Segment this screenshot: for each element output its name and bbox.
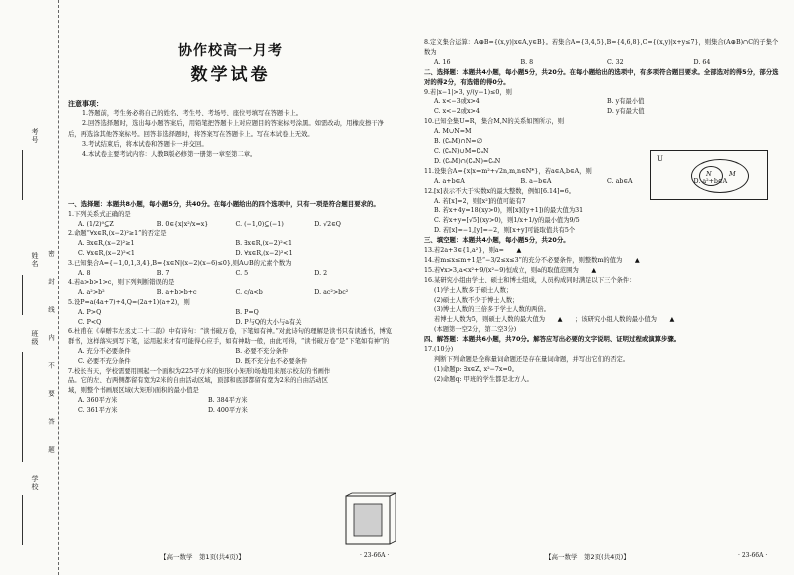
note-item: 1.答题前，考生务必将自己的姓名、考生号、考场号、座位号填写在答题卡上。 — [82, 110, 303, 118]
q5-options — [68, 308, 393, 318]
seal-word: 题 — [47, 446, 55, 454]
answer-blank: ▲ — [516, 247, 522, 255]
q7-options — [68, 396, 338, 406]
q17-item: (1)命题p: ∃x∈Z, x²−7x=0。 — [434, 365, 519, 373]
question-14: 14.若m≤x≤m+1是“−3/2≤x≤3”的充分不必要条件，则整数m的值为 ▲ — [424, 256, 780, 266]
perspective-side — [390, 493, 396, 544]
question-9: 9.若|x−1|>3, y/(y−1)≤0，则 — [424, 88, 512, 96]
q16-conditions — [424, 286, 780, 336]
q3-options — [68, 269, 393, 279]
question-17: 17.(10分) — [424, 346, 454, 354]
exam-title: 协作校高一月考 — [178, 43, 283, 59]
condition: (3)博士人数的三倍多于学士人数的两倍。 — [434, 306, 550, 314]
option: D. √2∈Q — [314, 220, 341, 228]
option: B. 8 — [520, 58, 534, 66]
option: B. a+b>b+c — [156, 289, 197, 297]
option: B. (∁ᵤM)∩N=∅ — [434, 138, 483, 146]
option: C. x<−2或x>4 — [434, 108, 480, 116]
option: A. a+b∈A — [434, 177, 465, 185]
option: D. (∁ᵤM)∩(∁ᵤN)=∁ᵤN — [434, 157, 501, 165]
option: B. ∃x∈R,(x−2)²<1 — [235, 240, 293, 248]
option: B. P=Q — [235, 308, 259, 316]
option: B. 7 — [156, 269, 170, 277]
question-13: 13.若2a+3∈{1,a²}，则a= ▲ — [424, 246, 780, 256]
exhibition-area-figure — [342, 492, 396, 548]
q12-options — [424, 197, 780, 237]
option: D. ∀x∈R,(x−2)²<1 — [235, 249, 293, 257]
seal-word: 答 — [47, 418, 55, 426]
option: C. (−1,0)⊆(−1) — [235, 220, 284, 228]
page-code-right: · 23-66A · — [738, 552, 768, 559]
question-7: 7.校长当天，学校需要用围起一个面积为225平方米的矩形(小矩形)场地用来展示校友的书画作品。它的左、右两侧都留有宽为2米的自由活动区域，顶部和底部都留有宽为2米的自由活动区域，则整个书画展区域(大矩形)面积的最小值是 — [68, 367, 331, 395]
venn-label-u: U — [657, 155, 663, 163]
notes-heading: 注意事项： — [68, 100, 103, 108]
option: D. 若[x]=−1,[y]=−2，则[x+y]可能取值共有5个 — [434, 227, 576, 235]
q9-options — [424, 97, 780, 107]
page-footer-right: 【高一数学 第2页(共4页)】 — [545, 553, 630, 561]
note-item: 3.考试结束后，将本试卷和答题卡一并交回。 — [82, 140, 208, 148]
kaohao-label: 考号 — [31, 128, 39, 144]
notes-section — [68, 99, 393, 160]
option: D. a²+b∈A — [693, 177, 728, 185]
answer-blank: ▲ — [557, 316, 563, 324]
option: C. c/a<b — [235, 289, 263, 297]
note-item: 2.回答选择题时，选出每小题答案后，用铅笔把答题卡上对应题目的答案标号涂黑。如需改动，用橡皮擦干净后，再选涂其他答案标号。回答非选择题时，将答案写在答题卡上。写在本试卷上无效。 — [68, 120, 384, 138]
section-heading-3: 三、填空题：本题共4小题，每小题5分，共20分。 — [424, 236, 570, 245]
option: D. y有最大值 — [607, 108, 645, 116]
option: C. 必要不充分条件 — [78, 357, 131, 365]
option: A. M∪N=M — [434, 128, 472, 136]
option: D. P与Q的大小与a有关 — [235, 318, 302, 326]
option: D. ac²>bc² — [314, 289, 349, 297]
venn-label-n: N — [706, 170, 712, 178]
seal-word: 密 — [47, 250, 55, 258]
xingming-label: 姓名 — [31, 252, 39, 268]
option: A. 充分不必要条件 — [78, 347, 131, 355]
banji-label: 班级 — [31, 330, 39, 346]
option: A. (1/2)⁰⊆Z — [78, 220, 114, 228]
right-column-questions — [424, 38, 780, 385]
answer-blank: ▲ — [634, 256, 640, 264]
q6-options — [68, 347, 393, 357]
answer-blank: ▲ — [591, 266, 597, 274]
option: A. 360平方米 — [78, 396, 118, 404]
option: B. a−b∈A — [520, 177, 552, 185]
page-code-left: · 23-66A · — [360, 552, 390, 559]
q4-options — [68, 288, 393, 298]
xuexiao-label: 学校 — [31, 475, 39, 491]
q17-item: (2)命题q: 甲班的学生都是北方人。 — [434, 375, 533, 383]
seal-word: 不 — [47, 362, 55, 370]
option: D. 既不充分也不必要条件 — [235, 357, 308, 365]
venn-diagram — [650, 150, 768, 200]
question-12: 12.[x]表示不大于实数x的最大整数，例如[6.14]=6。 — [424, 187, 575, 195]
question-5: 5.设P=a(4a+7)+4,Q=(2a+1)(a+2)，则 — [68, 298, 190, 306]
option: B. y有最小值 — [607, 98, 645, 106]
venn-label-m: M — [729, 170, 736, 178]
option: D. 400平方米 — [208, 406, 248, 414]
inner-rectangle — [354, 504, 382, 536]
option: A. a²>b² — [78, 289, 105, 297]
option: D. 2 — [314, 269, 328, 277]
option: A. 16 — [434, 58, 451, 66]
option: B. 若x+4y=18(xy>0)，则[x]([y+1])的最大值为31 — [434, 207, 584, 215]
seal-word: 封 — [47, 278, 55, 286]
option: D. 64 — [693, 58, 711, 66]
answer-blank: ▲ — [669, 316, 675, 324]
q16-tail: 若博士人数为5，则硕士人数的最大值为 ▲ ；该研究小组人数的最小值为 ▲ — [434, 315, 780, 325]
option: C. 5 — [235, 269, 249, 277]
condition: (2)硕士人数不少于博士人数； — [434, 296, 519, 304]
question-16: 16.某研究小组由学士、硕士和博士组成，人员构成同时满足以下三个条件： — [424, 276, 636, 284]
seal-word: 要 — [47, 390, 55, 398]
option: A. P>Q — [78, 308, 102, 316]
option: B. 0∈{x|x²/x=x} — [156, 220, 209, 228]
section-heading-1: 一、选择题：本题共8小题，每小题5分，共40分。在每小题给出的四个选项中，只有一项是符合题目要求的。 — [68, 200, 380, 208]
q10-options — [424, 127, 644, 167]
option: C. (∁ᵤN)∪M=∁ᵤN — [434, 147, 489, 155]
question-15: 15.若∀x>3,a<x²+9/(x²−9)恒成立，则a的取值范围为 ▲ — [424, 266, 780, 276]
left-column-questions — [68, 200, 393, 416]
option: B. 必要不充分条件 — [235, 347, 289, 355]
binding-margin — [0, 0, 59, 575]
option: A. 若[x]=2，则[x²]的值可能有7 — [434, 197, 526, 205]
question-2: 2.命题“∀x∈R,(x−2)²≥1”的否定是 — [68, 230, 167, 238]
option: C. 361平方米 — [78, 406, 118, 414]
question-11: 11.设集合A={x|x=m²+√2n,m,n∈N*}，若a∈A,b∈A，则 — [424, 167, 592, 175]
section-heading-4: 四、解答题：本题共6小题，共70分。解答应写出必要的文字说明、证明过程或演算步骤。 — [424, 335, 681, 344]
option: C. 若x+y=[√5](xy>0)，则1/x+1/y的最小值为9/5 — [434, 217, 580, 225]
option: C. P<Q — [78, 318, 102, 326]
q8-options — [424, 58, 780, 68]
page-footer-left: 【高一数学 第1页(共4页)】 — [160, 553, 245, 561]
option: A. 8 — [78, 269, 91, 277]
option: B. 384平方米 — [208, 396, 248, 404]
q2-options — [68, 239, 393, 249]
option: A. x<−3或x>4 — [434, 98, 480, 106]
q1-options — [68, 220, 393, 230]
option: C. ∀x∈R,(x−2)²<1 — [78, 249, 135, 257]
option: C. 32 — [607, 58, 624, 66]
question-10: 10.已知全集U=R，集合M,N的关系如图所示，则 — [424, 118, 565, 126]
seal-word: 内 — [47, 334, 55, 342]
condition: (1)学士人数多于硕士人数； — [434, 286, 513, 294]
question-6: 6.杜甫在《奉赠韦左丞丈二十二韵》中有诗句：“读书破万卷，下笔如有神。”对此诗句的理解是读书只有读透书，博览群书，这样落实到写下笔，运用起来才有可能得心应手，如有神助一般，由此可得，“读书破万卷”是“下笔如有神”的 — [68, 328, 393, 346]
section-heading-2: 二、选择题：本题共4小题，每小题5分，共20分。在每小题给出的选项中，有多项符合题目要求。全部选对的得5分，部分选对的得2分，有选错的得0分。 — [424, 67, 779, 86]
question-3: 3.已知集合A={−1,0,1,3,4},B={x∈N|(x−2)(x−6)≤0},则A∪B的元素个数为 — [68, 259, 292, 267]
question-8: 8.定义集合运算：A⊕B={(x,y)|x∈A,y∈B}。若集合A={3,4,5},B={4,6,8},C={(x,y)|x+y≤7}，则集合(A⊕B)∩C的子集个数为 — [424, 39, 779, 56]
option: C. ab∈A — [607, 177, 633, 185]
option: A. ∃x∈R,(x−2)²≥1 — [78, 240, 135, 248]
q17-items — [424, 365, 780, 385]
seal-word: 线 — [47, 306, 55, 314]
exam-subject-title: 数学试卷 — [190, 65, 271, 85]
note-item: 4.本试卷主要考试内容：人教B版必修第一册第一章至第二章。 — [82, 151, 257, 159]
question-1: 1.下列关系式正确的是 — [68, 210, 131, 218]
q16-note: (本题第一空2分，第二空3分) — [434, 326, 517, 334]
q17-body: 判断下列命题是全称量词命题还是存在量词命题，并写出它们的否定。 — [434, 356, 630, 363]
question-4: 4.若a>b>1>c，则下列判断错误的是 — [68, 279, 175, 287]
